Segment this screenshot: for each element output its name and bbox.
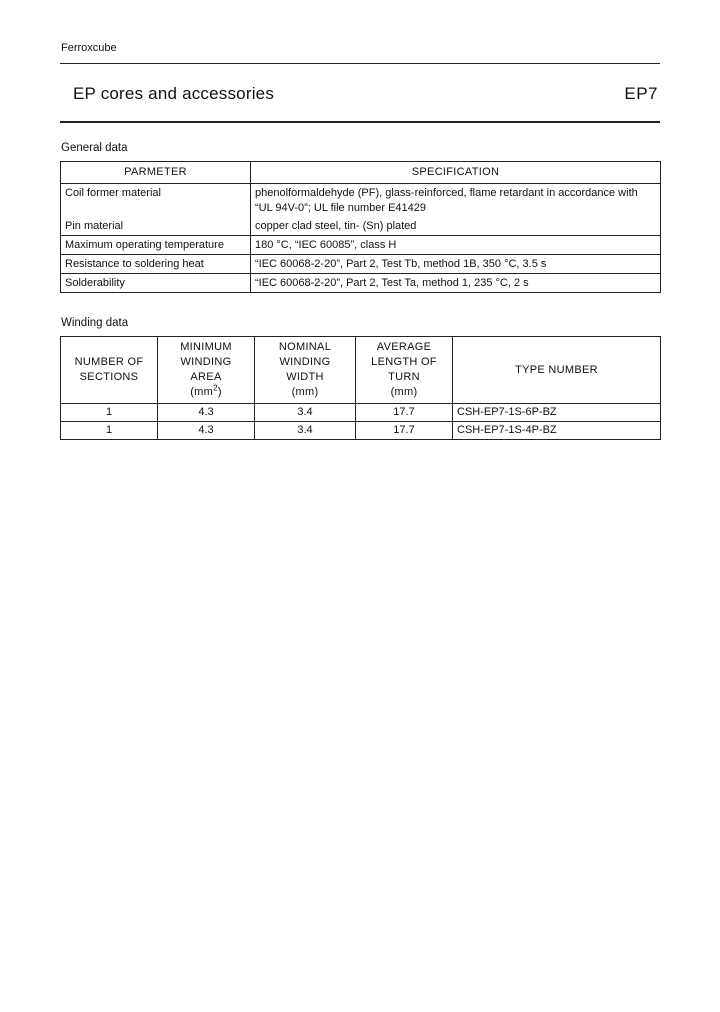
parameter-cell: Resistance to soldering heat: [61, 255, 251, 274]
table-row: [61, 217, 661, 236]
header-rule: [60, 63, 660, 64]
specification-cell: “IEC 60068-2-20”, Part 2, Test Ta, method 1, 235 °C, 2 s: [251, 274, 661, 293]
winding-data-title: Winding data: [61, 317, 129, 329]
parameter-cell: Pin material: [61, 217, 251, 236]
parameter-cell: Maximum operating temperature: [61, 236, 251, 255]
column-header-sections: NUMBER OF SECTIONS: [61, 337, 158, 404]
table-row: [61, 404, 661, 422]
table-row: [61, 422, 661, 440]
column-header-average-length-of-turn: AVERAGE LENGTH OF TURN (mm): [356, 337, 453, 404]
type-number-cell: CSH-EP7-1S-6P-BZ: [453, 404, 661, 422]
type-number-cell: CSH-EP7-1S-4P-BZ: [453, 422, 661, 440]
sections-cell: 1: [61, 404, 158, 422]
width-cell: 3.4: [255, 422, 356, 440]
winding-data-table: [60, 336, 661, 440]
column-header-specification: SPECIFICATION: [251, 162, 661, 184]
title-rule: [60, 121, 660, 123]
specification-cell: phenolformaldehyde (PF), glass-reinforced, flame retardant in accordance with “UL 94V-0”; UL file number E41429: [251, 184, 661, 218]
table-header-row: [61, 162, 661, 184]
specification-cell: “IEC 60068-2-20”, Part 2, Test Tb, method 1B, 350 °C, 3.5 s: [251, 255, 661, 274]
column-header-parameter: PARMETER: [61, 162, 251, 184]
specification-cell: copper clad steel, tin- (Sn) plated: [251, 217, 661, 236]
table-row: [61, 274, 661, 293]
table-row: [61, 255, 661, 274]
product-code: EP7: [624, 84, 658, 103]
length-cell: 17.7: [356, 422, 453, 440]
parameter-cell: Coil former material: [61, 184, 251, 218]
column-header-nominal-winding-width: NOMINAL WINDING WIDTH (mm): [255, 337, 356, 404]
parameter-cell: Solderability: [61, 274, 251, 293]
company-name: Ferroxcube: [61, 42, 117, 54]
table-row: [61, 236, 661, 255]
table-row: [61, 184, 661, 218]
sections-cell: 1: [61, 422, 158, 440]
column-header-min-winding-area: MINIMUM WINDING AREA $(mm^2)$: [158, 337, 255, 404]
width-cell: 3.4: [255, 404, 356, 422]
area-cell: 4.3: [158, 404, 255, 422]
column-header-type-number: TYPE NUMBER: [453, 337, 661, 404]
table-header-row: [61, 337, 661, 404]
general-data-table: [60, 161, 661, 293]
length-cell: 17.7: [356, 404, 453, 422]
page-title: EP cores and accessories: [73, 84, 275, 103]
specification-cell: 180 °C, “IEC 60085”, class H: [251, 236, 661, 255]
area-cell: 4.3: [158, 422, 255, 440]
general-data-title: General data: [61, 142, 128, 154]
